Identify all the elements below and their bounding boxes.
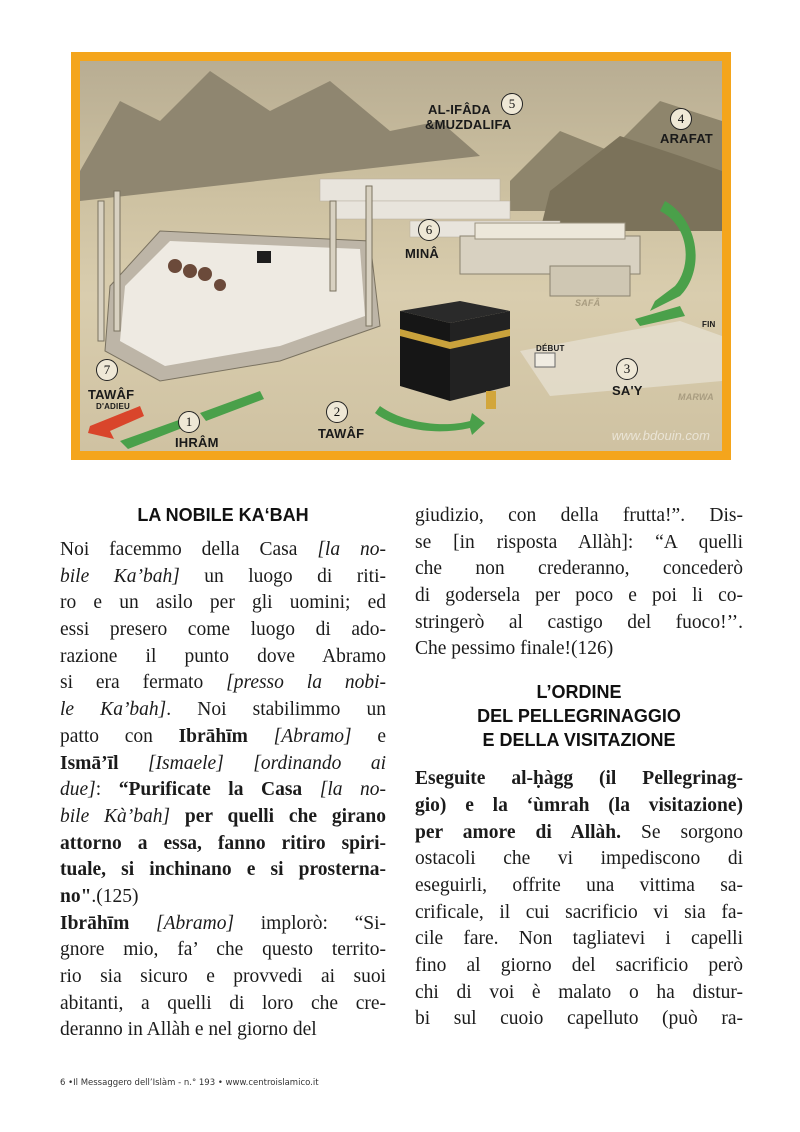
label-safa: SAFÂ bbox=[575, 298, 601, 308]
text-segment: tuale, si inchinano e si prosterna- bbox=[60, 859, 386, 881]
text-segment: Ismā’īl bbox=[60, 752, 119, 774]
right-column-text-bottom bbox=[415, 766, 743, 1033]
label-tawaf-adieu: TAWÂF bbox=[88, 387, 135, 402]
text-segment: gnore mio, fa’ che questo territo- bbox=[60, 939, 386, 961]
text-line bbox=[60, 724, 386, 751]
text-line bbox=[415, 846, 743, 873]
text-segment: stringerò al castigo del fuoco!’’. bbox=[415, 611, 743, 633]
text-segment bbox=[302, 779, 320, 800]
text-segment: essi presero come luogo di ado- bbox=[60, 619, 386, 641]
text-segment: [Abramo] bbox=[273, 725, 352, 747]
text-line bbox=[415, 873, 743, 900]
text-segment: deranno in Allàh e nel giorno del bbox=[60, 1019, 317, 1041]
text-segment: due] bbox=[60, 779, 96, 801]
text-segment: [la no- bbox=[317, 539, 386, 560]
text-segment: Ibrāhīm bbox=[178, 725, 248, 747]
text-line bbox=[60, 937, 386, 964]
text-line bbox=[60, 884, 386, 911]
text-line bbox=[415, 900, 743, 927]
text-line bbox=[415, 1006, 743, 1033]
heading-line-1: L’ORDINE bbox=[536, 682, 622, 703]
text-line bbox=[60, 590, 386, 617]
text-segment: no" bbox=[60, 885, 92, 907]
text-line bbox=[415, 793, 743, 820]
text-segment: Noi facemmo della Casa bbox=[60, 539, 318, 560]
text-segment: [Abramo] bbox=[156, 912, 235, 934]
heading-line-2: DEL PELLEGRINAGGIO bbox=[477, 706, 681, 727]
label-say: SA'Y bbox=[612, 383, 643, 398]
text-line bbox=[415, 636, 743, 663]
step-number-4: 4 bbox=[670, 108, 692, 130]
text-segment: Se sorgono bbox=[621, 821, 743, 843]
mina-building bbox=[460, 223, 640, 296]
text-segment bbox=[129, 913, 156, 934]
right-column bbox=[415, 503, 743, 1033]
label-tawaf-adieu-sub: D'ADIEU bbox=[96, 402, 130, 411]
step-number-2: 2 bbox=[326, 401, 348, 423]
text-line bbox=[415, 503, 743, 530]
text-line bbox=[60, 804, 386, 831]
text-segment: cile fare. Non tagliatevi i capelli bbox=[415, 928, 743, 950]
text-segment: Eseguite al-ḥàgg (il Pellegrinag- bbox=[415, 768, 743, 790]
text-segment: : bbox=[95, 779, 119, 801]
text-line bbox=[60, 617, 386, 644]
text-segment: [Ismaele] [ordinando ai bbox=[147, 752, 387, 774]
debut-marker bbox=[535, 353, 555, 367]
text-segment: le Ka’bah] bbox=[60, 699, 167, 721]
step-number-7: 7 bbox=[96, 359, 118, 381]
left-column-text bbox=[60, 537, 386, 1044]
text-line bbox=[60, 857, 386, 884]
text-segment: e bbox=[351, 725, 386, 747]
illustration-watermark: www.bdouin.com bbox=[611, 428, 710, 443]
text-segment: bile Kà’bah] bbox=[60, 805, 171, 827]
text-line bbox=[415, 610, 743, 637]
text-segment bbox=[119, 753, 148, 774]
label-arafat: ARAFAT bbox=[660, 131, 713, 146]
text-segment: per amore di Allàh. bbox=[415, 821, 622, 843]
hajj-illustration bbox=[80, 61, 722, 451]
text-segment: un luogo di riti- bbox=[179, 565, 386, 587]
label-al-ifada: AL-IFÂDA bbox=[428, 102, 491, 117]
heading-ordine-pellegrinaggio bbox=[415, 680, 743, 752]
text-segment: “Purificate la Casa bbox=[118, 779, 303, 801]
text-line bbox=[60, 991, 386, 1018]
right-column-text-top bbox=[415, 503, 743, 663]
text-line bbox=[415, 820, 743, 847]
heading-line-3: E DELLA VISITAZIONE bbox=[482, 730, 676, 751]
text-segment: .(125) bbox=[91, 885, 139, 907]
text-line bbox=[60, 831, 386, 858]
text-segment: se [in risposta Allàh]: “A quelli bbox=[415, 531, 743, 553]
text-segment: attorno a essa, fanno ritiro spiri- bbox=[60, 832, 386, 854]
hajj-illustration-frame bbox=[71, 52, 731, 460]
text-line bbox=[415, 766, 743, 793]
text-line bbox=[60, 644, 386, 671]
text-segment: Ibrāhīm bbox=[60, 912, 130, 934]
text-segment: implorò: “Si- bbox=[234, 912, 387, 934]
text-line bbox=[415, 953, 743, 980]
text-line bbox=[415, 980, 743, 1007]
text-line bbox=[60, 1017, 386, 1044]
text-line bbox=[60, 670, 386, 697]
text-line bbox=[415, 583, 743, 610]
label-marwa: MARWA bbox=[678, 392, 714, 402]
left-column bbox=[60, 503, 386, 1044]
text-line bbox=[60, 964, 386, 991]
text-segment: chi di voi è malato o ha distur- bbox=[415, 981, 743, 1003]
text-segment: giudizio, con della frutta!”. Dis- bbox=[415, 505, 743, 526]
text-line bbox=[415, 530, 743, 557]
text-line bbox=[60, 537, 386, 564]
text-segment: patto con bbox=[60, 725, 179, 747]
label-fin: FIN bbox=[702, 320, 716, 329]
text-segment: rio sia sicuro e provvedi ai suoi bbox=[60, 966, 386, 987]
step-number-1: 1 bbox=[178, 411, 200, 433]
step-number-6: 6 bbox=[418, 219, 440, 241]
text-segment: gio) e la ‘ùmrah (la visitazione) bbox=[415, 794, 743, 816]
label-ihram: IHRÂM bbox=[175, 435, 219, 450]
text-segment: che non crederanno, concederò bbox=[415, 558, 743, 580]
text-segment: di godersela per poco e poi li co- bbox=[415, 585, 743, 607]
text-segment: crificale, il cui sacrificio vi sia fa- bbox=[415, 901, 743, 923]
text-segment: [presso la nobi- bbox=[226, 672, 386, 694]
text-line bbox=[60, 751, 386, 778]
text-line bbox=[60, 697, 386, 724]
text-segment: per quelli che girano bbox=[170, 805, 386, 827]
text-segment: . Noi stabilimmo un bbox=[166, 699, 386, 721]
text-segment bbox=[248, 726, 274, 747]
text-segment: razione il punto dove Abramo bbox=[60, 645, 386, 667]
label-tawaf: TAWÂF bbox=[318, 426, 365, 441]
text-line bbox=[60, 564, 386, 591]
label-mina: MINÂ bbox=[405, 246, 440, 261]
text-line bbox=[60, 911, 386, 938]
label-muzdalifa: &MUZDALIFA bbox=[425, 117, 512, 132]
text-line bbox=[60, 777, 386, 804]
text-segment: bi sul cuoio capelluto (può ra- bbox=[415, 1008, 743, 1030]
kaaba-drawing bbox=[400, 301, 510, 409]
text-segment: si era fermato bbox=[60, 672, 227, 694]
text-segment: ostacoli che vi impediscono di bbox=[415, 848, 743, 870]
text-segment: [la no- bbox=[319, 779, 387, 801]
text-line bbox=[415, 556, 743, 583]
text-segment: ro e un asilo per gli uomini; ed bbox=[60, 592, 386, 614]
heading-la-nobile-kabah: LA NOBILE KA‘BAH bbox=[137, 505, 309, 525]
step-number-5: 5 bbox=[501, 93, 523, 115]
text-segment: Che pessimo finale!(126) bbox=[415, 638, 614, 660]
step-number-3: 3 bbox=[616, 358, 638, 380]
text-segment: bile Ka’bah] bbox=[60, 565, 180, 587]
text-segment: eseguirli, offrite una vittima sa- bbox=[415, 874, 743, 896]
page-footer: 6 •Il Messaggero dell’Islàm - n.° 193 • www.centroislamico.it bbox=[60, 1078, 319, 1088]
label-debut: DÉBUT bbox=[536, 344, 565, 353]
text-segment: fino al giorno del sacrificio però bbox=[415, 954, 743, 976]
text-segment: abitanti, a quelli di loro che cre- bbox=[60, 992, 386, 1014]
text-line bbox=[415, 926, 743, 953]
